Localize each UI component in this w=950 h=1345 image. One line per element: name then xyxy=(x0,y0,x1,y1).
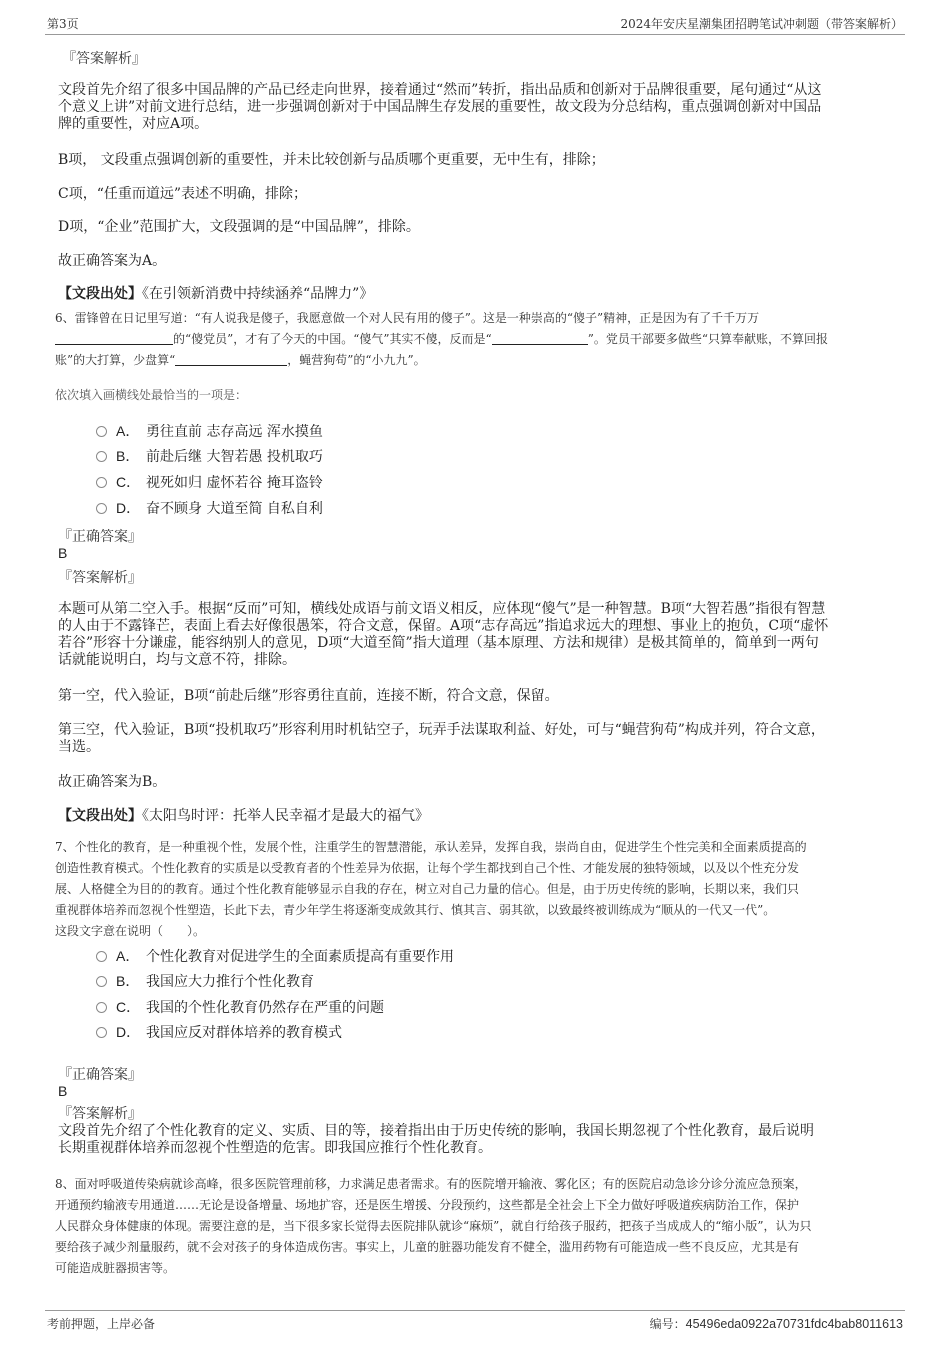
text-line: 要给孩子减少剂量服药，就不会对孩子的身体造成伤害。事实上，儿童的脏器功能发育不健全，滥用药物有可能造成一些不良反应，尤其是有 xyxy=(55,1240,800,1254)
text-line: 重视群体培养而忽视个性塑造，长此下去，青少年学生将逐渐变成敛其行、慎其言、弱其欲，以致最终被训练成为“顺从的一代又一代”。 xyxy=(55,903,776,917)
text-line: 当选。 xyxy=(58,739,100,755)
text-line: 的“傻党员”，才有了今天的中国。“傻气”其实不傻，反而是“ ”。党员干部要多做些“只算奉献账，不算回报 xyxy=(55,329,895,350)
option-c[interactable]: C． 视死如归 虚怀若谷 掩耳盗铃 xyxy=(96,472,323,492)
analysis-option-b: B项， 文段重点强调创新的重要性，并未比较创新与品质哪个更重要，无中生有，排除； xyxy=(58,152,605,168)
radio-button[interactable] xyxy=(96,1027,107,1038)
text-line: 账”的大打算，少盘算“ ，蝇营狗苟”的“小九九”。 xyxy=(55,353,426,367)
analysis-option-d: D项，“企业”范围扩大，文段强调的是“中国品牌”，排除。 xyxy=(58,219,420,235)
analysis-paragraph xyxy=(58,1123,894,1157)
text-line: 开通预约输液专用通道……无论是设备增量、场地扩容，还是医生增援、分段预约，这些都是全社会上下全力做好呼吸道疾病防治工作，保护 xyxy=(55,1198,800,1212)
text-line: 文段首先介绍了个性化教育的定义、实质、目的等，接着指出由于历史传统的影响，我国长期忽视了个性化教育，最后说明 xyxy=(58,1123,814,1139)
source-citation xyxy=(58,808,894,825)
text-line: 牌的重要性，对应A项。 xyxy=(58,116,209,132)
text-line: 话就能说明白，均与文意不符，排除。 xyxy=(58,652,296,668)
correct-answer-label: 『正确答案』 xyxy=(58,1067,142,1083)
text-line: 这段文字意在说明（ ）。 xyxy=(55,924,206,938)
analysis-blank-3 xyxy=(58,722,894,756)
document-code xyxy=(650,1315,903,1332)
text-line: 第三空，代入验证，B项“投机取巧”形容利用时机钻空子，玩弄手法谋取利益、好处，可与“蝇营狗苟”构成并列，符合文意， xyxy=(58,722,825,738)
text-line: 长期重视群体培养而忽视个性塑造的危害。即我国应推行个性化教育。 xyxy=(58,1140,492,1156)
radio-button[interactable] xyxy=(96,426,107,437)
text-line: 人民群众身体健康的体现。需要注意的是，当下很多家长觉得去医院排队就诊“麻烦”，就自行给孩子服药，把孩子当成成人的“缩小版”，认为只 xyxy=(55,1219,812,1233)
question-6-stem xyxy=(55,308,895,371)
text-line: 展、人格健全为目的的教育。通过个性化教育能够显示自我的存在，树立对自己力量的信心。但是，由于历史传统的影响，长期以来，我们只 xyxy=(55,882,800,896)
source-label: 【文段出处】 xyxy=(58,808,142,824)
option-a[interactable]: A． 个性化教育对促进学生的全面素质提高有重要作用 xyxy=(96,946,454,966)
analysis-option-c: C项，“任重而道远”表述不明确，排除； xyxy=(58,186,308,202)
option-d[interactable]: D． 我国应反对群体培养的教育模式 xyxy=(96,1022,342,1042)
page-header xyxy=(45,12,905,35)
option-a[interactable]: A． 勇往直前 志存高远 浑水摸鱼 xyxy=(96,421,323,441)
page-number: 第3页 xyxy=(47,17,79,31)
document-title: 2024年安庆星潮集团招聘笔试冲刺题（带答案解析） xyxy=(620,17,903,31)
text-line: 的人由于不露锋芒，表面上看去好像很愚笨，符合文意，保留。A项“志存高远”指追求远大的理想、事业上的抱负，C项“虚怀 xyxy=(58,618,829,634)
question-prompt: 依次填入画横线处最恰当的一项是： xyxy=(55,388,248,402)
option-b[interactable]: B． 前赴后继 大智若愚 投机取巧 xyxy=(96,446,323,466)
correct-answer-label: 『正确答案』 xyxy=(58,529,142,545)
question-7-stem xyxy=(55,837,895,942)
source-title: 《在引领新消费中持续涵养“品牌力”》 xyxy=(142,286,374,302)
page-footer xyxy=(45,1310,905,1333)
text-line: 本题可从第二空入手。根据“反而”可知，横线处成语与前文语义相反，应体现“傻气”是一种智慧。B项“大智若愚”指很有智慧 xyxy=(58,601,826,617)
radio-button[interactable] xyxy=(96,503,107,514)
analysis-blank-1: 第一空，代入验证，B项“前赴后继”形容勇往直前，连接不断，符合文意，保留。 xyxy=(58,688,559,704)
text-line: 6、雷锋曾在日记里写道：“有人说我是傻子，我愿意做一个对人民有用的傻子”。这是一种崇高的“傻子”精神，正是因为有了千千万万 xyxy=(55,311,760,325)
source-label: 【文段出处】 xyxy=(58,286,142,302)
analysis-paragraph xyxy=(58,82,894,133)
conclusion: 故正确答案为B。 xyxy=(58,774,167,790)
text-line: 个意义上讲”对前文进行总结，进一步强调创新对于中国品牌生存发展的重要性，故文段为分总结构，重点强调创新对中国品 xyxy=(58,99,822,115)
fill-blank xyxy=(55,332,173,345)
radio-button[interactable] xyxy=(96,1002,107,1013)
conclusion: 故正确答案为A。 xyxy=(58,253,167,269)
source-citation xyxy=(58,286,894,303)
fill-blank xyxy=(492,332,588,345)
text-line: 创造性教育模式。个性化教育的实质是以受教育者的个性差异为依据，让每个学生都找到自己个性、才能发展的独特领域，以及以个性充分发 xyxy=(55,861,800,875)
question-8-stem xyxy=(55,1174,895,1279)
fill-blank xyxy=(175,353,287,366)
correct-answer: B xyxy=(58,545,68,561)
text-line: 7、个性化的教育，是一种重视个性，发展个性，注重学生的智慧潜能，承认差异，发挥自我，崇尚自由，促进学生个性完美和全面素质提高的 xyxy=(55,840,807,854)
radio-button[interactable] xyxy=(96,477,107,488)
source-title: 《太阳鸟时评：托举人民幸福才是最大的福气》 xyxy=(142,808,429,824)
radio-button[interactable] xyxy=(96,976,107,987)
radio-button[interactable] xyxy=(96,451,107,462)
code-value: 45496eda0922a70731fdc4bab8011613 xyxy=(685,1317,903,1331)
answer-analysis-label: 『答案解析』 xyxy=(58,570,142,586)
correct-answer: B xyxy=(58,1083,68,1099)
answer-analysis-label: 『答案解析』 xyxy=(58,1106,142,1122)
footer-slogan: 考前押题，上岸必备 xyxy=(47,1317,156,1331)
text-line: 文段首先介绍了很多中国品牌的产品已经走向世界，接着通过“然而”转折，指出品质和创新对于品牌很重要，尾句通过“从这 xyxy=(58,82,822,98)
code-label: 编号： xyxy=(649,1317,686,1331)
text-line: 可能造成脏器损害等。 xyxy=(55,1261,176,1275)
option-b[interactable]: B． 我国应大力推行个性化教育 xyxy=(96,971,314,991)
text-line: 8、面对呼吸道传染病就诊高峰，很多医院管理前移，力求满足患者需求。有的医院增开输液、雾化区；有的医院启动急诊分诊分流应急预案， xyxy=(55,1177,807,1191)
text-line: 若谷”形容十分谦虚，能容纳别人的意见，D项“大道至简”指大道理（基本原理、方法和规律）是极其简单的，简单到一两句 xyxy=(58,635,819,651)
radio-button[interactable] xyxy=(96,951,107,962)
option-c[interactable]: C． 我国的个性化教育仍然存在严重的问题 xyxy=(96,997,384,1017)
option-d[interactable]: D． 奋不顾身 大道至简 自私自利 xyxy=(96,498,323,518)
analysis-paragraph xyxy=(58,601,894,669)
answer-analysis-label: 『答案解析』 xyxy=(62,51,146,67)
